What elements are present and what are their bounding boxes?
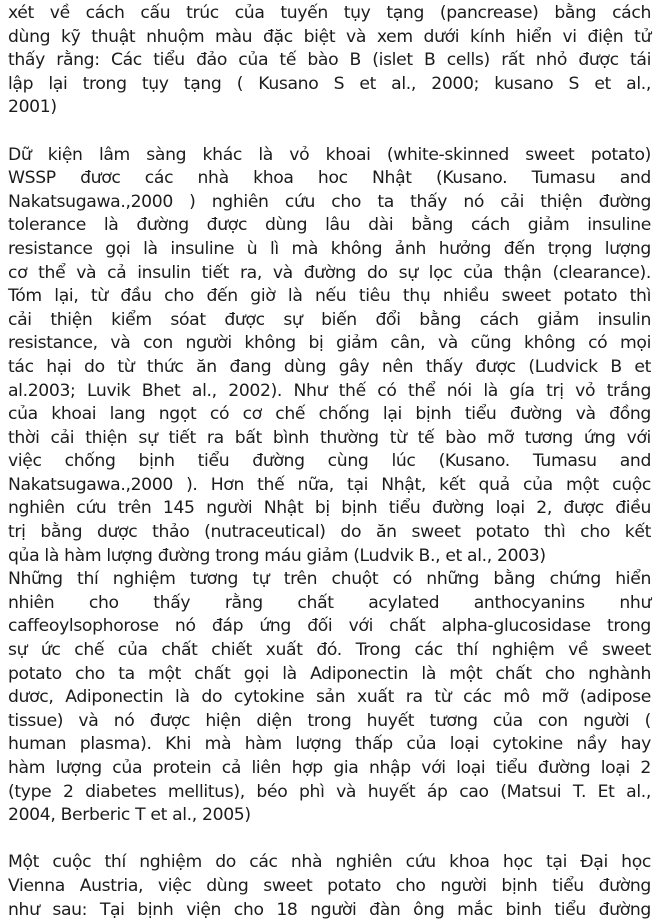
text-line: WSSP đươc các nhà khoa hoc Nhật (Kusano. Tumasu and <box>8 168 651 189</box>
text-line: (type 2 diabetes mellitus), béo phì và huyết áp cao (Matsui T. Et al., <box>8 781 651 802</box>
text-line: trị bằng dược thảo (nutraceutical) do ăn sweet potato thì cho kết <box>8 522 651 543</box>
text-line: cải thiện kiểm sóat được sự biến đổi bằng cách giảm insulin <box>8 309 651 330</box>
text-line: Dữ kiện lâm sàng khác là vỏ khoai (white-skinned sweet potato) <box>8 144 651 165</box>
paragraph-spacer <box>8 120 651 144</box>
text-line: resistance, và con người không bị giảm cân, và cũng không có mọi <box>8 333 651 354</box>
text-line: dươc, Adiponectin là do cytokine sản xuất ra từ các mô mỡ (adipose <box>8 687 651 708</box>
text-line: al.2003; Luvik Bhet al., 2002). Như thế có thể nói là gía trị vỏ trắng <box>8 380 651 401</box>
paragraph-clinical-data <box>8 144 651 569</box>
text-line: 2004, Berberic T et al., 2005) <box>8 805 251 826</box>
text-line: thời cải thiện sự tiết ra bất bình thường từ tế bào mỡ tương ứng với <box>8 427 651 448</box>
document-page <box>8 2 651 922</box>
text-line: Nakatsugawa.,2000 ). Hơn thế nữa, tại Nhật, kết quả của một cuộc <box>8 474 651 495</box>
text-line: thấy rằng: Các tiểu đảo của tế bào B (islet B cells) rất nhỏ được tái <box>8 50 651 71</box>
paragraph-vienna-study <box>8 851 651 922</box>
text-line: 2001) <box>8 97 57 118</box>
text-line: lập lại trong tụy tạng ( Kusano S et al., 2000; kusano S et al., <box>8 73 651 94</box>
text-line: human plasma). Khi mà hàm lượng thấp của loại cytokine nầy hay <box>8 734 651 755</box>
text-line: như sau: Tại bịnh viện cho 18 người đàn ông mắc binh tiểu đường <box>8 899 651 920</box>
text-line: hàm lượng của protein cả liên hợp gia nhập với loại tiểu đường loại 2 <box>8 758 651 778</box>
paragraph-pancreas-structure <box>8 2 651 120</box>
text-line: tissue) và nó được hiện diện trong huyết tương của con người ( <box>8 710 651 731</box>
text-line: Một cuộc thí nghiệm do các nhà nghiên cứu khoa học tại Đại học <box>8 852 651 873</box>
text-line: qủa là hàm lượng đường trong máu giảm (Ludvik B., et al., 2003) <box>8 545 546 566</box>
text-line: tác hại do từ thức ăn đang dùng gây nên thấy được (Ludvick B et <box>8 356 651 377</box>
text-line: sự ức chế của chất chiết xuất đó. Trong các thí nghiệm về sweet <box>8 640 651 661</box>
paragraph-spacer <box>8 828 651 852</box>
paragraph-mouse-experiments <box>8 568 651 828</box>
text-line: tolerance là đường được dùng lâu dài bằng cách giảm insuline <box>8 215 651 236</box>
text-line: Nakatsugawa.,2000 ) nghiên cứu cho ta thấy nó cải thiện đường <box>8 191 651 212</box>
text-line: nhiên cho thấy rằng chất acylated anthocyanins như <box>8 592 651 613</box>
text-line: Những thí nghiệm tương tự trên chuột có những bằng chứng hiển <box>8 569 651 590</box>
text-line: Vienna Austria, việc dùng sweet potato cho người bịnh tiểu đường <box>8 875 651 896</box>
text-line: xét về cách cấu trúc của tuyến tụy tạng (pancrease) bằng cách <box>8 3 651 23</box>
text-line: resistance gọi là insuline ù lì mà không ảnh hưởng đến trọng lượng <box>8 238 651 259</box>
text-line: cơ thể và cả insulin tiết ra, và đường do sự lọc của thận (clearance). <box>8 262 651 283</box>
text-line: việc chống bịnh tiểu đường cùng lúc (Kusano. Tumasu and <box>8 451 651 472</box>
text-line: của khoai lang ngọt có cơ chế chống lại bịnh tiểu đường và đồng <box>8 404 651 425</box>
text-line: dùng kỹ thuật nhuộm màu đặc biệt và xem dưới kính hiển vi điện tử <box>8 26 651 47</box>
text-line: caffeoylsophorose nó đáp ứng đối với chất alpha-glucosidase trong <box>8 616 651 637</box>
text-line: Tóm lại, từ đầu cho đến giờ là nếu tiêu thụ nhiều sweet potato thì <box>8 286 651 307</box>
text-line: potato cho ta một chất gọi là Adiponectin là một chất cho nghành <box>8 663 651 684</box>
text-line: nghiên cứu trên 145 người Nhật bị bịnh tiểu đường loại 2, được điều <box>8 498 651 519</box>
